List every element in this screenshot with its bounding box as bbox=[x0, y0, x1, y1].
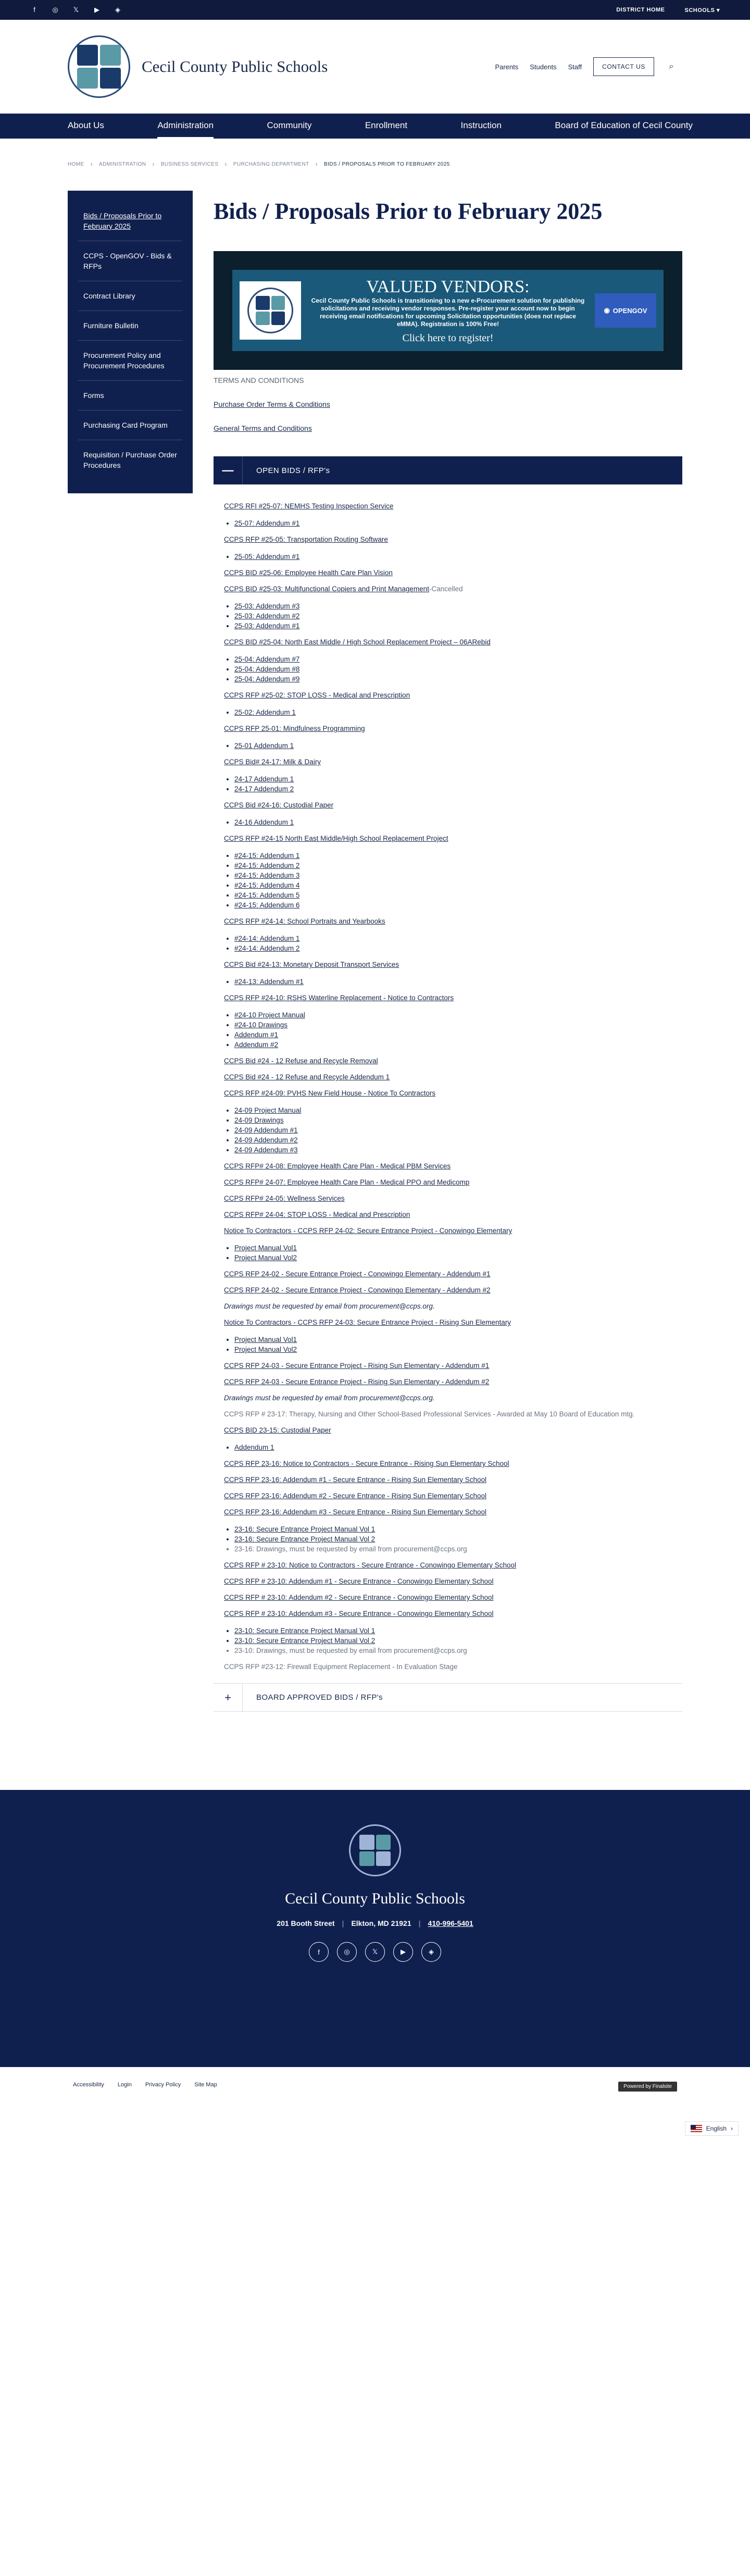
addendum-list bbox=[234, 654, 672, 684]
login-link[interactable]: Login bbox=[117, 2082, 132, 2088]
drawings-note: • 23-16: Drawings, must be requested by email from procurement@ccps.org bbox=[234, 1544, 672, 1554]
parents-link[interactable]: Parents bbox=[495, 63, 519, 71]
facebook-icon[interactable]: f bbox=[309, 1942, 329, 1962]
bid-link[interactable]: CCPS RFP# 24-08: Employee Health Care Plan - Medical PBM Services bbox=[224, 1162, 451, 1170]
purchase-order-terms-link[interactable]: Purchase Order Terms & Conditions bbox=[214, 400, 330, 408]
nav-instruction[interactable]: Instruction bbox=[460, 120, 502, 130]
addendum-link[interactable]: • Addendum #1 bbox=[234, 1030, 672, 1040]
chevron-right-icon: › bbox=[152, 160, 155, 168]
addendum-link[interactable]: • Project Manual Vol1 bbox=[234, 1243, 672, 1253]
addendum-list bbox=[234, 1010, 672, 1050]
vendor-banner[interactable] bbox=[214, 251, 682, 370]
addendum-list bbox=[234, 1335, 672, 1354]
contact-us-button[interactable]: CONTACT US bbox=[593, 57, 654, 76]
bid-link[interactable]: CCPS RFP #24-14: School Portraits and Yearbooks bbox=[224, 917, 385, 925]
sidebar-item-opengov[interactable]: CCPS - OpenGOV - Bids & RFPs bbox=[78, 241, 182, 281]
nav-board-of-education[interactable]: Board of Education of Cecil County bbox=[555, 120, 693, 130]
bid-link[interactable]: CCPS RFP# 24-07: Employee Health Care Plan - Medical PPO and Medicomp bbox=[224, 1178, 470, 1186]
banner-heading: VALUED VENDORS: bbox=[366, 277, 530, 296]
breadcrumb-business-services[interactable]: BUSINESS SERVICES bbox=[160, 161, 219, 167]
bid-link[interactable]: Notice To Contractors - CCPS RFP 24-02: Secure Entrance Project - Conowingo Elementary bbox=[224, 1227, 512, 1235]
bid-link[interactable]: CCPS BID #25-03: Multifunctional Copiers and Print Management bbox=[224, 585, 429, 593]
banner-body: Cecil County Public Schools is transitioning to a new e-Procurement solution for publishing solicitations and receiving vendor responses. Pre-register your account now to begin receiving email notifications for upcoming Solicitation opportunities (does not replace eMMA). Registration is 100% Free! bbox=[311, 296, 585, 328]
addendum-link[interactable]: • 25-03: Addendum #2 bbox=[234, 611, 672, 621]
cancelled-note: -Cancelled bbox=[429, 585, 463, 593]
bid-link[interactable]: CCPS BID 23-15: Custodial Paper bbox=[224, 1426, 331, 1434]
addendum-list bbox=[234, 518, 672, 528]
open-bids-accordion-header[interactable] bbox=[214, 456, 682, 484]
bid-note: CCPS RFP #23-12: Firewall Equipment Replacement - In Evaluation Stage bbox=[224, 1663, 458, 1671]
open-bids-list bbox=[214, 484, 682, 1684]
bid-link[interactable]: CCPS RFP # 23-10: Addendum #2 - Secure Entrance - Conowingo Elementary School bbox=[224, 1594, 494, 1601]
addendum-link[interactable]: • 24-09 Addendum #1 bbox=[234, 1125, 672, 1135]
addendum-link[interactable]: • 25-01 Addendum 1 bbox=[234, 741, 672, 751]
chevron-right-icon: › bbox=[224, 160, 227, 168]
page-title: Bids / Proposals Prior to February 2025 bbox=[214, 198, 603, 224]
addendum-list bbox=[234, 1626, 672, 1656]
addendum-list bbox=[234, 741, 672, 751]
addendum-link[interactable]: • #24-14: Addendum 1 bbox=[234, 934, 672, 943]
bid-link[interactable]: CCPS BID #25-06: Employee Health Care Plan Vision bbox=[224, 569, 393, 577]
addendum-link[interactable]: • 25-03: Addendum #3 bbox=[234, 601, 672, 611]
footer-phone[interactable]: 410-996-5401 bbox=[428, 1919, 473, 1927]
bid-link[interactable]: CCPS RFP 24-02 - Secure Entrance Project - Conowingo Elementary - Addendum #2 bbox=[224, 1286, 491, 1294]
addendum-list bbox=[234, 1243, 672, 1263]
addendum-list bbox=[234, 1524, 672, 1554]
bid-link[interactable]: CCPS RFP 24-03 - Secure Entrance Project - Rising Sun Elementary - Addendum #2 bbox=[224, 1378, 490, 1386]
breadcrumb-current: BIDS / PROPOSALS PRIOR TO FEBRUARY 2025 bbox=[324, 161, 450, 167]
bid-link[interactable]: CCPS RFP 24-03 - Secure Entrance Project - Rising Sun Elementary - Addendum #1 bbox=[224, 1362, 490, 1370]
banner-register-link[interactable]: Click here to register! bbox=[402, 332, 494, 344]
bid-link[interactable]: CCPS RFP# 24-04: STOP LOSS - Medical and Prescription bbox=[224, 1211, 410, 1218]
addendum-link[interactable]: • 23-10: Secure Entrance Project Manual Vol 2 bbox=[234, 1636, 672, 1646]
nav-enrollment[interactable]: Enrollment bbox=[365, 120, 408, 130]
opengov-logo: ◉ OPENGOV bbox=[595, 293, 656, 328]
nav-community[interactable]: Community bbox=[267, 120, 312, 130]
addendum-link[interactable]: • #24-15: Addendum 5 bbox=[234, 890, 672, 900]
youtube-icon[interactable]: ▶ bbox=[94, 6, 99, 14]
bid-link[interactable]: CCPS RFP # 23-10: Addendum #1 - Secure Entrance - Conowingo Elementary School bbox=[224, 1577, 494, 1585]
peachjar-icon[interactable]: ◈ bbox=[115, 6, 120, 14]
opengov-icon: ◉ bbox=[604, 306, 610, 314]
bid-link[interactable]: CCPS RFP 23-16: Addendum #3 - Secure Entrance - Rising Sun Elementary School bbox=[224, 1508, 487, 1516]
addendum-link[interactable]: • Addendum #2 bbox=[234, 1040, 672, 1050]
addendum-list bbox=[234, 1442, 672, 1452]
site-map-link[interactable]: Site Map bbox=[194, 2082, 217, 2088]
sidebar-item-purchasing-card[interactable]: Purchasing Card Program bbox=[78, 410, 182, 440]
main-nav bbox=[0, 114, 750, 139]
addendum-link[interactable]: • 25-03: Addendum #1 bbox=[234, 621, 672, 631]
board-bids-accordion-header[interactable] bbox=[214, 1684, 682, 1712]
addendum-link[interactable]: • #24-10 Project Manual bbox=[234, 1010, 672, 1020]
bid-link[interactable]: CCPS Bid #24 - 12 Refuse and Recycle Addendum 1 bbox=[224, 1073, 390, 1081]
main-content bbox=[214, 191, 682, 1743]
sidebar-item-bids-prior[interactable]: Bids / Proposals Prior to February 2025 bbox=[78, 201, 182, 241]
addendum-list bbox=[234, 774, 672, 794]
bid-link[interactable]: CCPS RFP #24-15 North East Middle/High School Replacement Project bbox=[224, 835, 448, 842]
addendum-link[interactable]: • 25-07: Addendum #1 bbox=[234, 518, 672, 528]
sidebar-item-procurement-policy[interactable]: Procurement Policy and Procurement Procedures bbox=[78, 341, 182, 381]
bid-link[interactable]: CCPS Bid# 24-17: Milk & Dairy bbox=[224, 758, 321, 766]
addendum-link[interactable]: • #24-15: Addendum 1 bbox=[234, 851, 672, 861]
banner-logo bbox=[240, 281, 301, 340]
addendum-link[interactable]: • #24-14: Addendum 2 bbox=[234, 943, 672, 953]
bid-link[interactable]: CCPS RFP # 23-10: Addendum #3 - Secure Entrance - Conowingo Elementary School bbox=[224, 1610, 494, 1617]
bid-link[interactable]: CCPS RFI #25-07: NEMHS Testing Inspection Service bbox=[224, 502, 394, 510]
breadcrumb bbox=[0, 139, 750, 168]
terms-heading: TERMS AND CONDITIONS bbox=[214, 376, 304, 384]
footer-logo[interactable] bbox=[349, 1824, 401, 1876]
schools-dropdown[interactable]: SCHOOLS ▾ bbox=[685, 7, 720, 14]
addendum-list bbox=[234, 601, 672, 631]
breadcrumb-home[interactable]: HOME bbox=[68, 161, 84, 167]
footer-social bbox=[309, 1942, 441, 1962]
general-terms-link[interactable]: General Terms and Conditions bbox=[214, 424, 312, 432]
addendum-link[interactable]: • 25-04: Addendum #8 bbox=[234, 664, 672, 674]
sidebar-item-contract-library[interactable]: Contract Library bbox=[78, 281, 182, 311]
staff-link[interactable]: Staff bbox=[568, 63, 582, 71]
addendum-list bbox=[234, 817, 672, 827]
bid-link[interactable]: CCPS Bid #24-13: Monetary Deposit Transport Services bbox=[224, 961, 399, 968]
bid-link[interactable]: CCPS BID #25-04: North East Middle / High School Replacement Project – 06ARebid bbox=[224, 638, 491, 646]
addendum-link[interactable]: • 25-02: Addendum 1 bbox=[234, 707, 672, 717]
site-footer bbox=[0, 1790, 750, 2067]
addendum-list bbox=[234, 934, 672, 953]
addendum-link[interactable]: • 23-10: Secure Entrance Project Manual Vol 1 bbox=[234, 1626, 672, 1636]
bid-link[interactable]: CCPS RFP 25-01: Mindfulness Programming bbox=[224, 725, 365, 732]
board-bids-label: BOARD APPROVED BIDS / RFP's bbox=[256, 1693, 383, 1702]
bid-link[interactable]: CCPS RFP #25-05: Transportation Routing Software bbox=[224, 536, 388, 543]
bid-link[interactable]: CCPS RFP # 23-10: Notice to Contractors - Secure Entrance - Conowingo Elementary School bbox=[224, 1561, 517, 1569]
bid-link[interactable]: CCPS RFP 24-02 - Secure Entrance Project - Conowingo Elementary - Addendum #1 bbox=[224, 1270, 491, 1278]
instagram-icon[interactable]: ◎ bbox=[337, 1942, 357, 1962]
bid-link[interactable]: CCPS RFP 23-16: Addendum #2 - Secure Entrance - Rising Sun Elementary School bbox=[224, 1492, 487, 1500]
nav-about-us[interactable]: About Us bbox=[68, 120, 104, 130]
footer-school-name: Cecil County Public Schools bbox=[285, 1890, 465, 1907]
addendum-link[interactable]: • 24-09 Project Manual bbox=[234, 1105, 672, 1115]
language-label: English bbox=[706, 2125, 727, 2132]
peachjar-icon[interactable]: ◈ bbox=[421, 1942, 441, 1962]
youtube-icon[interactable]: ▶ bbox=[393, 1942, 413, 1962]
addendum-link[interactable]: • #24-15: Addendum 4 bbox=[234, 880, 672, 890]
addendum-link[interactable]: • 25-04: Addendum #9 bbox=[234, 674, 672, 684]
powered-by-badge[interactable]: Powered by Finalsite bbox=[618, 2082, 677, 2092]
footer-city: Elkton, MD 21921 bbox=[351, 1919, 411, 1927]
accessibility-link[interactable]: Accessibility bbox=[73, 2082, 104, 2088]
bid-link[interactable]: CCPS RFP# 24-05: Wellness Services bbox=[224, 1194, 345, 1202]
addendum-list bbox=[234, 851, 672, 910]
school-name: Cecil County Public Schools bbox=[142, 57, 328, 76]
open-bids-label: OPEN BIDS / RFP's bbox=[256, 466, 330, 475]
bid-link[interactable]: CCPS Bid #24 - 12 Refuse and Recycle Removal bbox=[224, 1057, 378, 1065]
social-links bbox=[30, 6, 122, 14]
addendum-link[interactable]: • #24-13: Addendum #1 bbox=[234, 977, 672, 987]
brand[interactable] bbox=[68, 35, 328, 98]
sidebar-item-furniture-bulletin[interactable]: Furniture Bulletin bbox=[78, 311, 182, 341]
addendum-link[interactable]: • 25-04: Addendum #7 bbox=[234, 654, 672, 664]
addendum-list bbox=[234, 1105, 672, 1155]
addendum-link[interactable]: • #24-15: Addendum 3 bbox=[234, 870, 672, 880]
bid-item bbox=[224, 584, 672, 594]
addendum-link[interactable]: • 23-16: Secure Entrance Project Manual Vol 2 bbox=[234, 1534, 672, 1544]
footer-street: 201 Booth Street bbox=[277, 1919, 335, 1927]
bid-link[interactable]: CCPS RFP #24-09: PVHS New Field House - Notice To Contractors bbox=[224, 1089, 436, 1097]
chevron-right-icon: › bbox=[90, 160, 93, 168]
students-link[interactable]: Students bbox=[530, 63, 557, 71]
addendum-list bbox=[234, 552, 672, 562]
footer-address: 201 Booth Street | Elkton, MD 21921 | 410-996-5401 bbox=[277, 1919, 473, 1927]
facebook-icon[interactable]: f bbox=[33, 6, 35, 14]
drawings-note: • 23-10: Drawings, must be requested by email from procurement@ccps.org bbox=[234, 1646, 672, 1656]
nav-administration[interactable]: Administration bbox=[157, 114, 214, 139]
sidebar-item-requisition[interactable]: Requisition / Purchase Order Procedures bbox=[83, 451, 177, 469]
x-icon[interactable]: 𝕏 bbox=[73, 6, 79, 14]
bid-link[interactable]: CCPS RFP 23-16: Addendum #1 - Secure Entrance - Rising Sun Elementary School bbox=[224, 1476, 487, 1484]
collapse-icon[interactable]: — bbox=[214, 456, 243, 484]
breadcrumb-administration[interactable]: ADMINISTRATION bbox=[99, 161, 146, 167]
privacy-policy-link[interactable]: Privacy Policy bbox=[145, 2082, 181, 2088]
addendum-link[interactable]: • 24-17 Addendum 1 bbox=[234, 774, 672, 784]
addendum-link[interactable]: • 25-05: Addendum #1 bbox=[234, 552, 672, 562]
expand-icon[interactable]: + bbox=[214, 1684, 243, 1712]
addendum-link[interactable]: • 24-17 Addendum 2 bbox=[234, 784, 672, 794]
bid-note: CCPS RFP # 23-17: Therapy, Nursing and Other School-Based Professional Services - Awarded at May 10 Board of Education mtg. bbox=[224, 1410, 635, 1418]
search-icon[interactable]: ⌕ bbox=[669, 62, 674, 71]
bottom-bar bbox=[0, 2067, 750, 2140]
bid-link[interactable]: CCPS Bid #24-16: Custodial Paper bbox=[224, 801, 334, 809]
addendum-link[interactable]: • #24-15: Addendum 2 bbox=[234, 861, 672, 870]
us-flag-icon bbox=[691, 2125, 702, 2132]
addendum-link[interactable]: • 24-09 Addendum #2 bbox=[234, 1135, 672, 1145]
district-logo bbox=[68, 35, 130, 98]
addendum-link[interactable]: • 24-09 Drawings bbox=[234, 1115, 672, 1125]
addendum-link[interactable]: • Addendum 1 bbox=[234, 1442, 672, 1452]
addendum-link[interactable]: • 24-16 Addendum 1 bbox=[234, 817, 672, 827]
site-header bbox=[0, 20, 750, 114]
bid-note: Drawings must be requested by email from procurement@ccps.org. bbox=[224, 1302, 435, 1310]
utility-bar bbox=[0, 0, 750, 20]
chevron-right-icon: › bbox=[731, 2125, 733, 2132]
bid-note: Drawings must be requested by email from procurement@ccps.org. bbox=[224, 1394, 435, 1402]
addendum-link[interactable]: • #24-15: Addendum 6 bbox=[234, 900, 672, 910]
bid-link[interactable]: CCPS RFP 23-16: Notice to Contractors - Secure Entrance - Rising Sun Elementary School bbox=[224, 1460, 509, 1467]
bid-link[interactable]: CCPS RFP #24-10: RSHS Waterline Replacement - Notice to Contractors bbox=[224, 994, 454, 1002]
addendum-link[interactable]: • #24-10 Drawings bbox=[234, 1020, 672, 1030]
addendum-list bbox=[234, 707, 672, 717]
addendum-link[interactable]: • 23-16: Secure Entrance Project Manual Vol 1 bbox=[234, 1524, 672, 1534]
addendum-link[interactable]: • 24-09 Addendum #3 bbox=[234, 1145, 672, 1155]
addendum-link[interactable]: • Project Manual Vol2 bbox=[234, 1253, 672, 1263]
district-home-link[interactable]: DISTRICT HOME bbox=[616, 7, 665, 13]
section-sidebar bbox=[68, 191, 193, 493]
sidebar-item-forms[interactable]: Forms bbox=[78, 381, 182, 410]
addendum-link[interactable]: • Project Manual Vol1 bbox=[234, 1335, 672, 1345]
language-selector[interactable] bbox=[685, 2121, 739, 2136]
addendum-list bbox=[234, 977, 672, 987]
x-icon[interactable]: 𝕏 bbox=[365, 1942, 385, 1962]
bid-link[interactable]: CCPS RFP #25-02: STOP LOSS - Medical and Prescription bbox=[224, 691, 410, 699]
chevron-right-icon: › bbox=[315, 160, 318, 168]
instagram-icon[interactable]: ◎ bbox=[52, 6, 58, 14]
breadcrumb-purchasing[interactable]: PURCHASING DEPARTMENT bbox=[233, 161, 309, 167]
bid-link[interactable]: Notice To Contractors - CCPS RFP 24-03: Secure Entrance Project - Rising Sun Elementary bbox=[224, 1318, 511, 1326]
addendum-link[interactable]: • Project Manual Vol2 bbox=[234, 1345, 672, 1354]
